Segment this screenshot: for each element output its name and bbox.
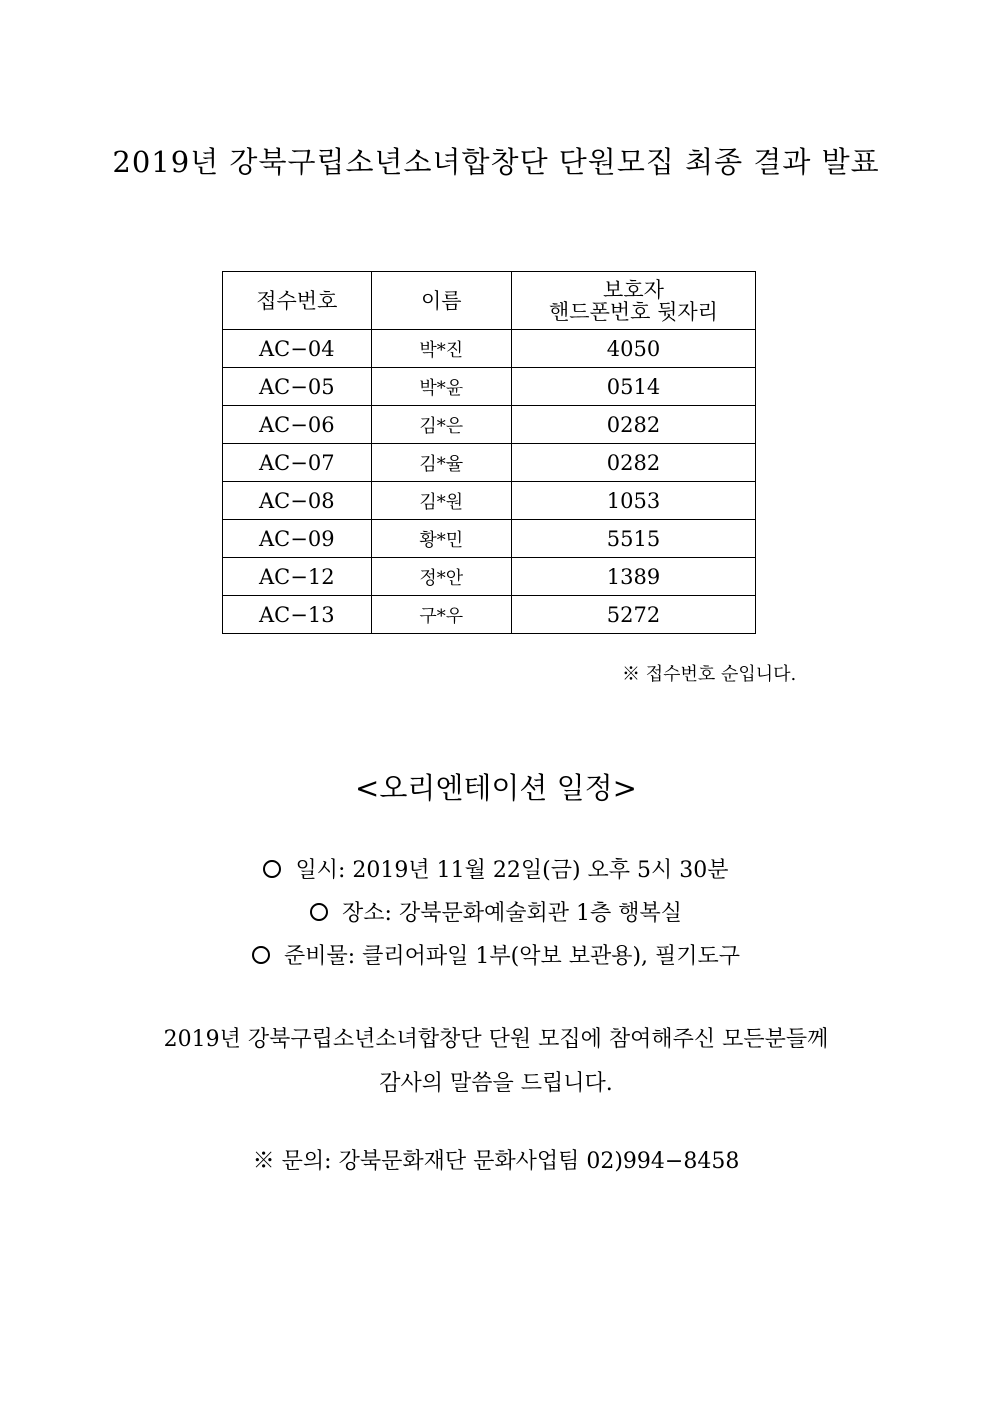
circle-bullet-icon	[263, 860, 281, 878]
table-row	[223, 444, 756, 482]
cell-phone: 0514	[511, 368, 755, 406]
schedule-item-supplies	[0, 939, 992, 970]
header-guardian-line2: 핸드폰번호 뒷자리	[549, 299, 718, 324]
cell-phone: 0282	[511, 444, 755, 482]
table-row	[223, 596, 756, 634]
circle-bullet-icon	[310, 903, 328, 921]
cell-receipt-no: AC−04	[223, 330, 372, 368]
cell-name: 박*윤	[371, 368, 511, 406]
table-header-row	[223, 272, 756, 330]
cell-name: 정*안	[371, 558, 511, 596]
orientation-title: <오리엔테이션 일정>	[355, 771, 637, 805]
cell-receipt-no: AC−08	[223, 482, 372, 520]
table-row	[223, 368, 756, 406]
schedule-item-datetime	[0, 853, 992, 884]
cell-phone: 5272	[511, 596, 755, 634]
cell-receipt-no: AC−12	[223, 558, 372, 596]
cell-phone: 5515	[511, 520, 755, 558]
results-table	[222, 271, 756, 634]
circle-bullet-icon	[252, 946, 270, 964]
cell-name: 김*은	[371, 406, 511, 444]
cell-phone: 4050	[511, 330, 755, 368]
cell-receipt-no: AC−09	[223, 520, 372, 558]
contact-info: ※ 문의: 강북문화재단 문화사업팀 02)994−8458	[252, 1149, 740, 1174]
cell-name: 구*우	[371, 596, 511, 634]
table-row	[223, 406, 756, 444]
cell-receipt-no: AC−07	[223, 444, 372, 482]
schedule-item-location	[0, 896, 992, 927]
table-row	[223, 330, 756, 368]
header-guardian-line1: 보호자	[603, 277, 664, 302]
cell-phone: 1389	[511, 558, 755, 596]
cell-name: 황*민	[371, 520, 511, 558]
header-receipt-no: 접수번호	[223, 272, 372, 330]
schedule-supplies-text: 준비물: 클리어파일 1부(악보 보관용), 필기도구	[283, 944, 741, 969]
cell-receipt-no: AC−13	[223, 596, 372, 634]
table-row	[223, 558, 756, 596]
table-note: ※ 접수번호 순입니다.	[622, 664, 797, 685]
table-row	[223, 482, 756, 520]
header-guardian-phone	[511, 272, 755, 330]
cell-phone: 1053	[511, 482, 755, 520]
cell-phone: 0282	[511, 406, 755, 444]
thanks-line-2: 감사의 말씀을 드립니다.	[379, 1071, 613, 1096]
cell-receipt-no: AC−05	[223, 368, 372, 406]
table-row	[223, 520, 756, 558]
cell-name: 박*진	[371, 330, 511, 368]
cell-name: 김*율	[371, 444, 511, 482]
page-title: 2019년 강북구립소년소녀합창단 단원모집 최종 결과 발표	[112, 145, 880, 179]
cell-name: 김*원	[371, 482, 511, 520]
header-name: 이름	[371, 272, 511, 330]
schedule-location-text: 장소: 강북문화예술회관 1층 행복실	[342, 901, 682, 926]
thanks-line-1: 2019년 강북구립소년소녀합창단 단원 모집에 참여해주신 모든분들께	[163, 1027, 829, 1052]
schedule-datetime-text: 일시: 2019년 11월 22일(금) 오후 5시 30분	[295, 858, 729, 883]
cell-receipt-no: AC−06	[223, 406, 372, 444]
